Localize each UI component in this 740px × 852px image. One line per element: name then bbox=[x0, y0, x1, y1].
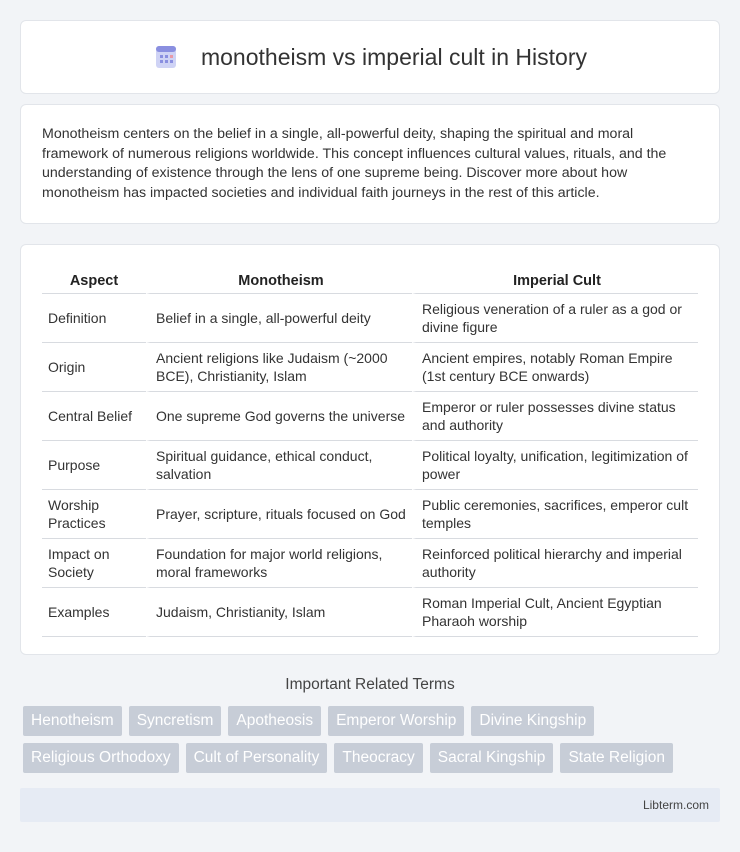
monotheism-cell: One supreme God governs the universe bbox=[146, 392, 412, 441]
aspect-cell: Definition bbox=[42, 294, 146, 343]
aspect-cell: Worship Practices bbox=[42, 490, 146, 539]
imperial-cult-cell: Ancient empires, notably Roman Empire (1st century BCE onwards) bbox=[412, 343, 698, 392]
tag-cult-of-personality[interactable]: Cult of Personality bbox=[186, 743, 328, 773]
header-aspect: Aspect bbox=[42, 265, 146, 294]
monotheism-cell: Foundation for major world religions, moral frameworks bbox=[146, 539, 412, 588]
tag-syncretism[interactable]: Syncretism bbox=[129, 706, 222, 736]
imperial-cult-cell: Political loyalty, unification, legitimization of power bbox=[412, 441, 698, 490]
related-terms-title: Important Related Terms bbox=[285, 676, 455, 693]
table-row bbox=[42, 588, 698, 637]
imperial-cult-cell: Roman Imperial Cult, Ancient Egyptian Pharaoh worship bbox=[412, 588, 698, 637]
tag-row bbox=[23, 743, 723, 773]
imperial-cult-cell: Religious veneration of a ruler as a god or divine figure bbox=[412, 294, 698, 343]
table-row bbox=[42, 441, 698, 490]
header-imperial-cult: Imperial Cult bbox=[412, 265, 698, 294]
page-title: monotheism vs imperial cult in History bbox=[200, 43, 587, 70]
tag-henotheism[interactable]: Henotheism bbox=[23, 706, 122, 736]
imperial-cult-cell: Public ceremonies, sacrifices, emperor cult temples bbox=[412, 490, 698, 539]
imperial-cult-cell: Reinforced political hierarchy and imperial authority bbox=[412, 539, 698, 588]
tag-apotheosis[interactable]: Apotheosis bbox=[228, 706, 321, 736]
intro-card bbox=[20, 104, 720, 224]
tag-religious-orthodoxy[interactable]: Religious Orthodoxy bbox=[23, 743, 179, 773]
title-card bbox=[20, 20, 720, 94]
monotheism-cell: Belief in a single, all-powerful deity bbox=[146, 294, 412, 343]
related-terms bbox=[23, 706, 723, 780]
footer bbox=[20, 788, 720, 822]
monotheism-cell: Judaism, Christianity, Islam bbox=[146, 588, 412, 637]
document-icon bbox=[153, 44, 179, 70]
comparison-card bbox=[20, 244, 720, 655]
table-row bbox=[42, 539, 698, 588]
tag-sacral-kingship[interactable]: Sacral Kingship bbox=[430, 743, 554, 773]
table-row bbox=[42, 294, 698, 343]
comparison-table bbox=[42, 265, 698, 637]
aspect-cell: Purpose bbox=[42, 441, 146, 490]
aspect-cell: Central Belief bbox=[42, 392, 146, 441]
table-row bbox=[42, 392, 698, 441]
header-monotheism: Monotheism bbox=[146, 265, 412, 294]
table-header-row bbox=[42, 265, 698, 294]
tag-emperor-worship[interactable]: Emperor Worship bbox=[328, 706, 464, 736]
tag-divine-kingship[interactable]: Divine Kingship bbox=[471, 706, 594, 736]
tag-theocracy[interactable]: Theocracy bbox=[334, 743, 422, 773]
tag-state-religion[interactable]: State Religion bbox=[560, 743, 673, 773]
table-row bbox=[42, 343, 698, 392]
table-row bbox=[42, 490, 698, 539]
monotheism-cell: Prayer, scripture, rituals focused on God bbox=[146, 490, 412, 539]
imperial-cult-cell: Emperor or ruler possesses divine status and authority bbox=[412, 392, 698, 441]
monotheism-cell: Spiritual guidance, ethical conduct, salvation bbox=[146, 441, 412, 490]
intro-text: Monotheism centers on the belief in a single, all-powerful deity, shaping the spiritual and moral framework of numerous religions worldwide. This concept influences cultural values, rituals, and the understanding of existence through the lens of one supreme being. Discover more about how monotheism has impacted societies and individual faith journeys in the rest of this article. bbox=[42, 126, 667, 201]
monotheism-cell: Ancient religions like Judaism (~2000 BCE), Christianity, Islam bbox=[146, 343, 412, 392]
aspect-cell: Examples bbox=[42, 588, 146, 637]
tag-row bbox=[23, 706, 723, 736]
footer-site-link[interactable]: Libterm.com bbox=[642, 798, 709, 812]
aspect-cell: Impact on Society bbox=[42, 539, 146, 588]
aspect-cell: Origin bbox=[42, 343, 146, 392]
